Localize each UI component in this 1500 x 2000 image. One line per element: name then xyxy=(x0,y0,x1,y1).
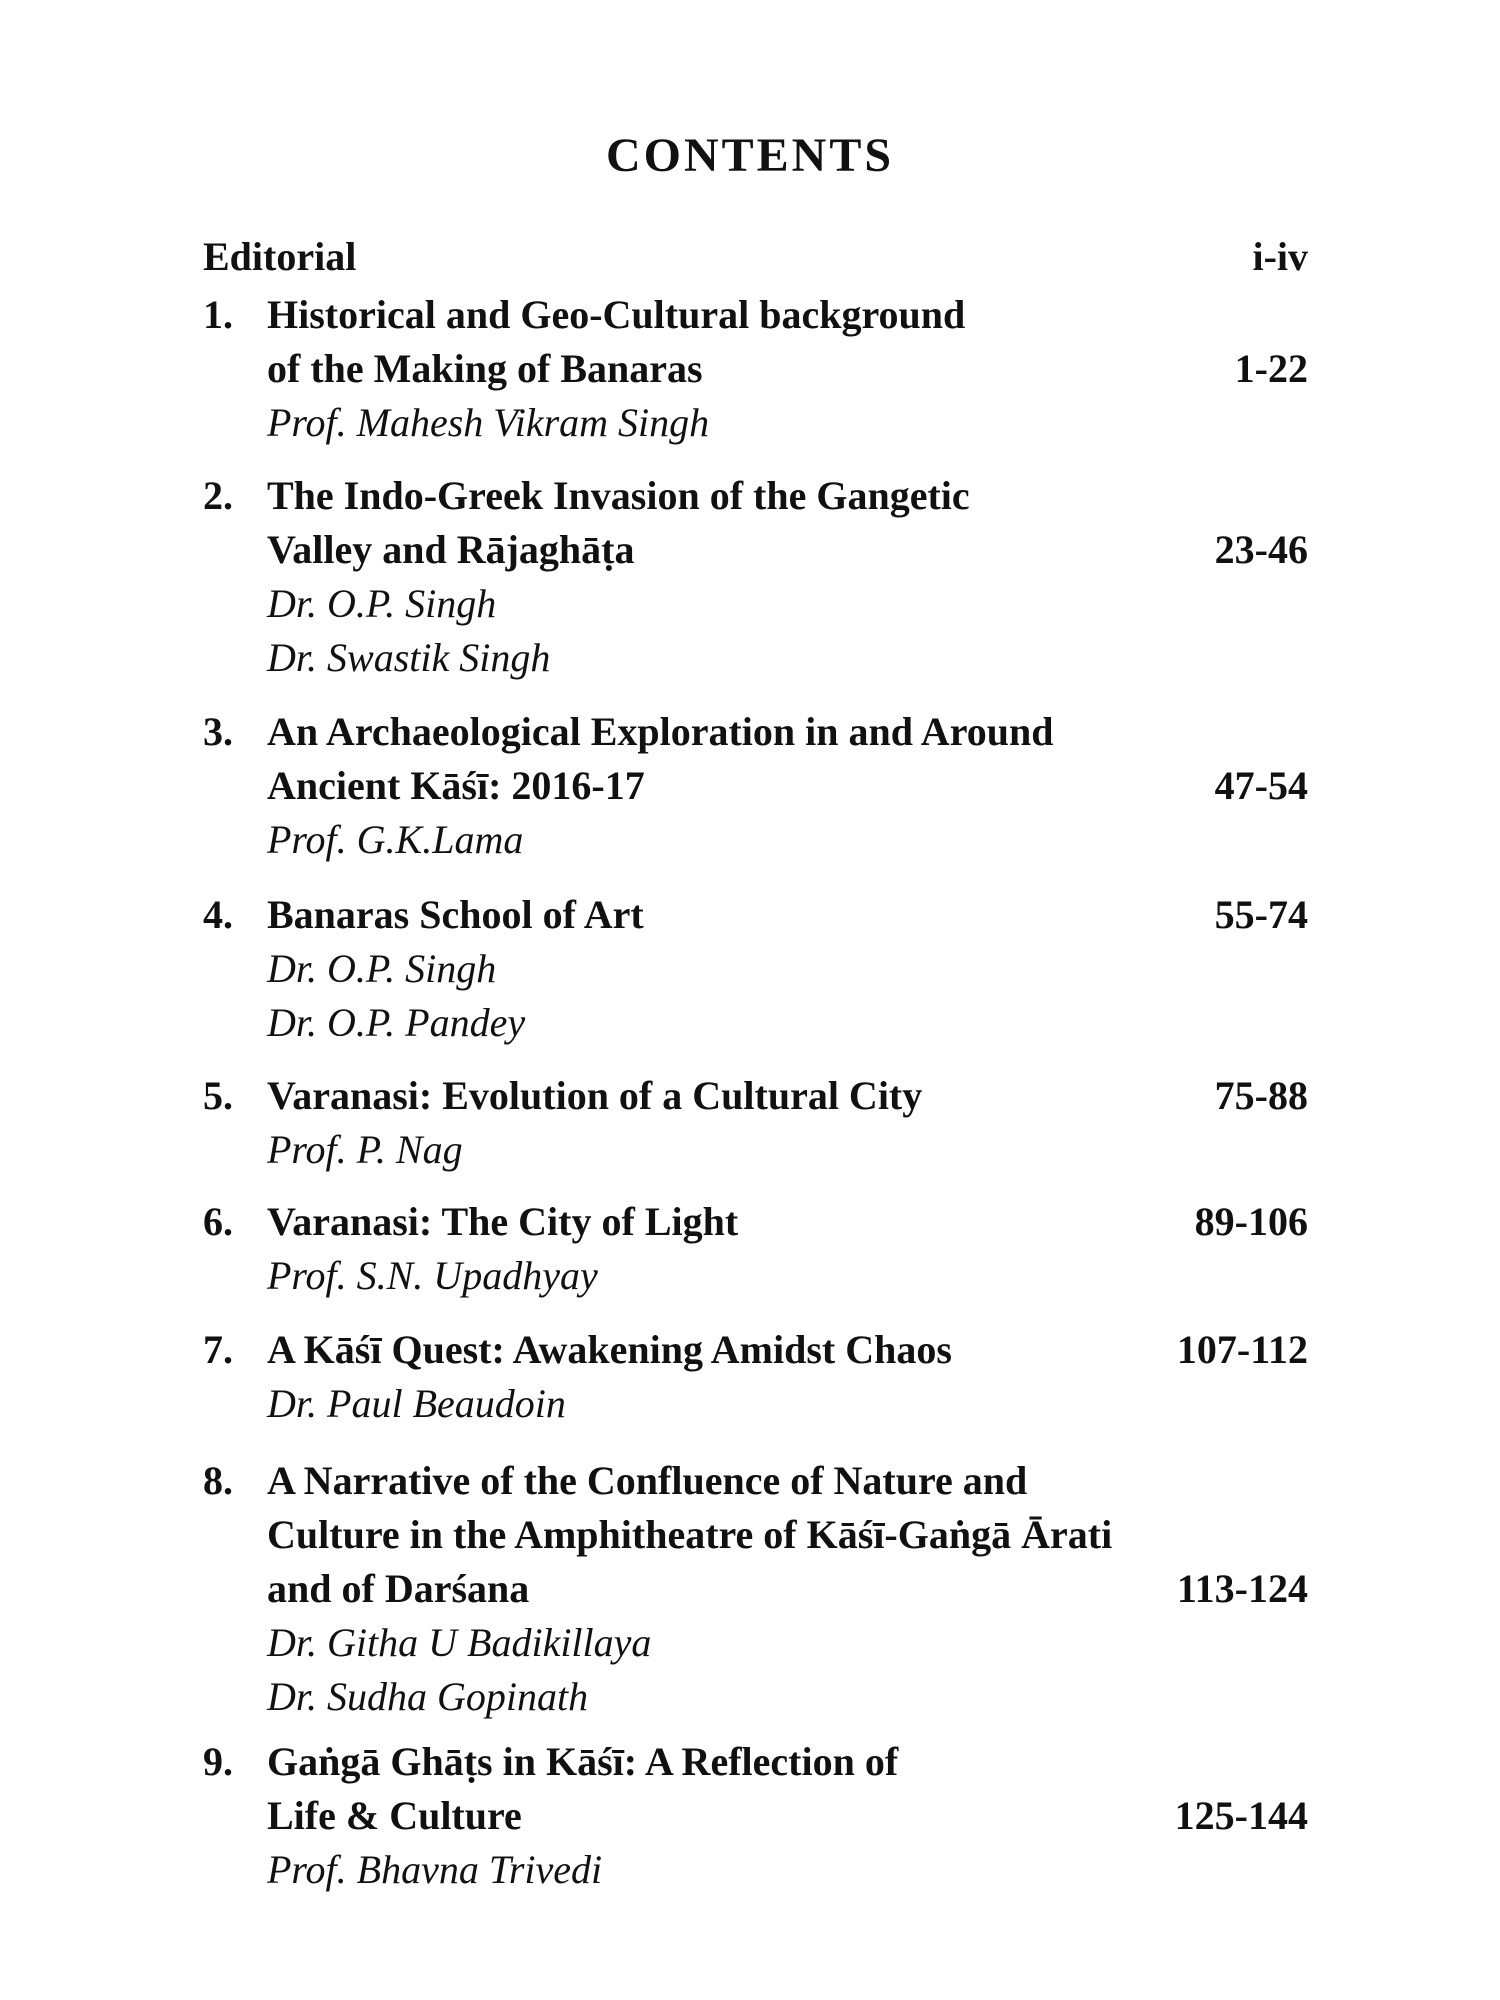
editorial-label: Editorial xyxy=(203,234,357,279)
entry-title-line xyxy=(267,1069,1308,1123)
toc-entry xyxy=(203,705,1308,867)
entry-pages: 89-106 xyxy=(1194,1199,1308,1244)
entry-title-line xyxy=(267,1454,1308,1508)
entry-title-line xyxy=(267,1323,1308,1377)
entry-title-line xyxy=(267,1508,1308,1562)
entry-number: 4. xyxy=(203,892,233,937)
entry-author: Dr. O.P. Singh xyxy=(267,581,497,626)
toc-entry xyxy=(203,1069,1308,1177)
entry-number: 3. xyxy=(203,709,233,754)
entry-body xyxy=(267,1069,1308,1177)
entry-title-text: Varanasi: The City of Light xyxy=(267,1199,739,1244)
toc-entry xyxy=(203,1323,1308,1431)
entry-title-text: Ancient Kāśī: 2016-17 xyxy=(267,763,645,808)
entry-author: Prof. S.N. Upadhyay xyxy=(267,1253,598,1298)
entry-title-text: The Indo-Greek Invasion of the Gangetic xyxy=(267,473,970,518)
entry-title-text: An Archaeological Exploration in and Around xyxy=(267,709,1054,754)
toc-entry xyxy=(203,469,1308,685)
entry-author: Prof. Mahesh Vikram Singh xyxy=(267,400,710,445)
entry-title-line xyxy=(267,469,1308,523)
toc-entry xyxy=(203,888,1308,1050)
entry-body xyxy=(267,1454,1308,1724)
entry-title-text: Historical and Geo-Cultural background xyxy=(267,292,966,337)
entry-title-text: A Kāśī Quest: Awakening Amidst Chaos xyxy=(267,1327,952,1372)
entry-title-text: Varanasi: Evolution of a Cultural City xyxy=(267,1073,923,1118)
entry-title-text: Culture in the Amphitheatre of Kāśī-Gaṅgā Ārati xyxy=(267,1512,1113,1557)
entry-author: Prof. Bhavna Trivedi xyxy=(267,1847,603,1892)
entry-author: Dr. O.P. Singh xyxy=(267,946,497,991)
entry-author: Dr. Githa U Badikillaya xyxy=(267,1620,652,1665)
toc-entry xyxy=(203,1735,1308,1897)
page-title: CONTENTS xyxy=(605,129,895,182)
entry-pages: 113-124 xyxy=(1176,1566,1308,1611)
entry-number: 9. xyxy=(203,1739,233,1784)
entry-title-line xyxy=(267,1195,1308,1249)
entry-number: 1. xyxy=(203,292,233,337)
entry-title-line xyxy=(267,759,1308,813)
entry-number: 2. xyxy=(203,473,233,518)
entry-title-line xyxy=(267,888,1308,942)
entry-number: 7. xyxy=(203,1327,233,1372)
entry-author: Dr. Sudha Gopinath xyxy=(267,1674,589,1719)
entry-author: Prof. P. Nag xyxy=(267,1127,463,1172)
entry-title-line xyxy=(267,342,1308,396)
entry-pages: 47-54 xyxy=(1214,763,1308,808)
entry-title-text: and of Darśana xyxy=(267,1566,530,1611)
entry-author: Dr. Paul Beaudoin xyxy=(267,1381,566,1426)
entry-title-text: Life & Culture xyxy=(267,1793,522,1838)
entry-pages: 1-22 xyxy=(1234,346,1308,391)
entry-title-line xyxy=(267,288,1308,342)
toc-entry xyxy=(203,1454,1308,1724)
entry-title-text: of the Making of Banaras xyxy=(267,346,703,391)
entry-author: Prof. G.K.Lama xyxy=(267,817,524,862)
entry-body xyxy=(267,705,1308,867)
entry-pages: 75-88 xyxy=(1214,1073,1308,1118)
entry-pages: 23-46 xyxy=(1214,527,1308,572)
editorial-pages: i-iv xyxy=(1252,234,1308,279)
entry-author: Dr. Swastik Singh xyxy=(267,635,551,680)
entry-body xyxy=(267,888,1308,1050)
entry-title-text: Banaras School of Art xyxy=(267,892,644,937)
entry-title-line xyxy=(267,1735,1308,1789)
toc-entry-editorial xyxy=(203,230,1308,284)
toc-entry xyxy=(203,288,1308,450)
entry-pages: 125-144 xyxy=(1174,1793,1308,1838)
entry-body xyxy=(267,469,1308,685)
entry-title-line xyxy=(267,523,1308,577)
toc-entry xyxy=(203,1195,1308,1303)
entry-body xyxy=(267,1735,1308,1897)
entry-title-text: A Narrative of the Confluence of Nature and xyxy=(267,1458,1028,1503)
entry-pages: 55-74 xyxy=(1214,892,1308,937)
entry-pages: 107-112 xyxy=(1176,1327,1308,1372)
entry-title-text: Valley and Rājaghāṭa xyxy=(267,527,635,572)
entry-title-line xyxy=(267,1789,1308,1843)
entry-title-line xyxy=(267,1562,1308,1616)
entry-title-line xyxy=(267,705,1308,759)
entry-body xyxy=(267,1323,1308,1431)
entry-number: 5. xyxy=(203,1073,233,1118)
entry-author: Dr. O.P. Pandey xyxy=(267,1000,526,1045)
entry-number: 8. xyxy=(203,1458,233,1503)
entry-title-text: Gaṅgā Ghāṭs in Kāśī: A Reflection of xyxy=(267,1739,899,1784)
entry-body xyxy=(267,1195,1308,1303)
entry-body xyxy=(267,288,1308,450)
entry-number: 6. xyxy=(203,1199,233,1244)
